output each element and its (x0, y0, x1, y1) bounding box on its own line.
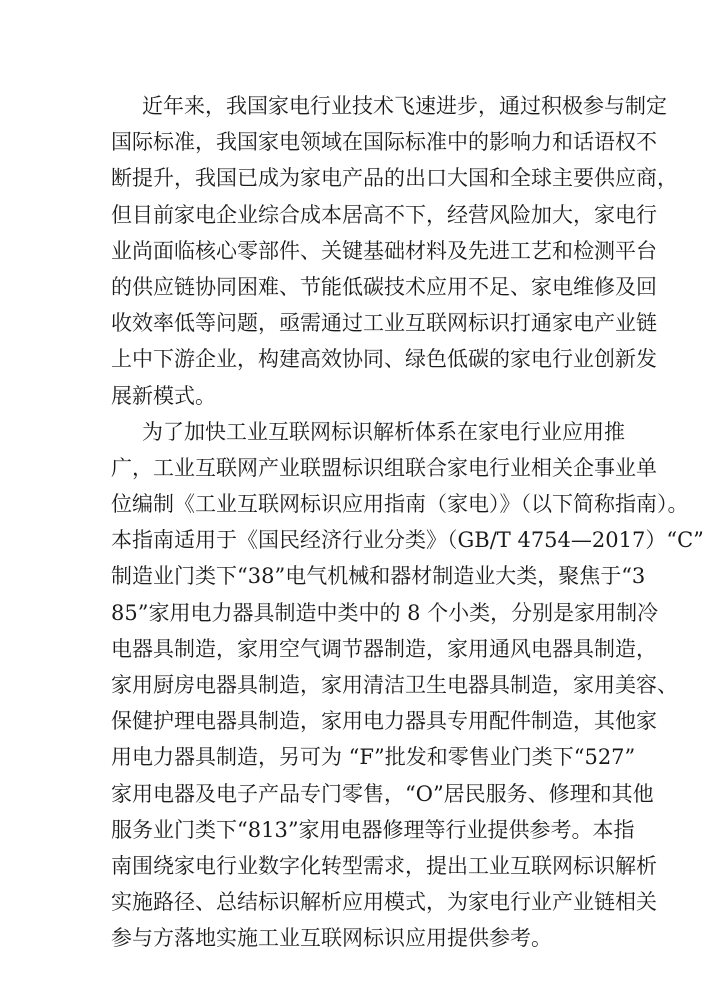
text-line: 用电力器具制造，另可为 “F”批发和零售业门类下“527” (111, 745, 636, 770)
paragraph-2 (111, 414, 704, 957)
text-line: 家用电器及电子产品专门零售，“O”居民服务、修理和其他 (111, 781, 654, 806)
text-line: 断提升，我国已成为家电产品的出口大国和全球主要供应商， (111, 166, 678, 191)
text-line: 电器具制造，家用空气调节器制造，家用通风电器具制造， (111, 636, 657, 661)
text-line: 85”家用电力器具制造中类中的 8 个小类，分别是家用制冷 (111, 600, 659, 625)
text-line: 服务业门类下“813”家用电器修理等行业提供参考。本指 (111, 817, 635, 842)
text-line: 南围绕家电行业数字化转型需求，提出工业互联网标识解析 (111, 853, 657, 878)
text-line: 国际标准，我国家电领域在国际标准中的影响力和话语权不 (111, 130, 657, 155)
text-line: 近年来，我国家电行业技术飞速进步，通过积极参与制定 (142, 94, 667, 118)
text-line: 制造业门类下“38”电气机械和器材制造业大类，聚焦于“3 (111, 564, 646, 589)
text-line: 展新模式。 (111, 383, 216, 408)
body-text (111, 88, 704, 957)
text-line: 家用厨房电器具制造，家用清洁卫生电器具制造，家用美容、 (111, 673, 678, 697)
text-line: 实施路径、总结标识解析应用模式，为家电行业产业链相关 (111, 890, 657, 915)
text-line: 业尚面临核心零部件、关键基础材料及先进工艺和检测平台 (111, 238, 657, 263)
text-line: 位编制《工业互联网标识应用指南（家电）》（以下简称指南）。 (111, 492, 689, 517)
paragraph-1 (111, 88, 678, 414)
text-line: 本指南适用于《国民经济行业分类》（GB/T 4754—2017）“C” (111, 528, 704, 553)
text-line: 收效率低等问题，亟需通过工业互联网标识打通家电产业链 (111, 311, 657, 336)
text-line: 参与方落地实施工业互联网标识应用提供参考。 (111, 926, 552, 951)
text-line: 为了加快工业互联网标识解析体系在家电行业应用推 (142, 419, 625, 444)
text-line: 上中下游企业，构建高效协同、绿色低碳的家电行业创新发 (111, 347, 657, 372)
text-line: 的供应链协同困难、节能低碳技术应用不足、家电维修及回 (111, 274, 657, 299)
text-line: 广，工业互联网产业联盟标识组联合家电行业相关企事业单 (111, 455, 657, 480)
text-line: 但目前家电企业综合成本居高不下，经营风险加大，家电行 (111, 202, 657, 227)
text-line: 保健护理电器具制造，家用电力器具专用配件制造，其他家 (111, 709, 657, 734)
